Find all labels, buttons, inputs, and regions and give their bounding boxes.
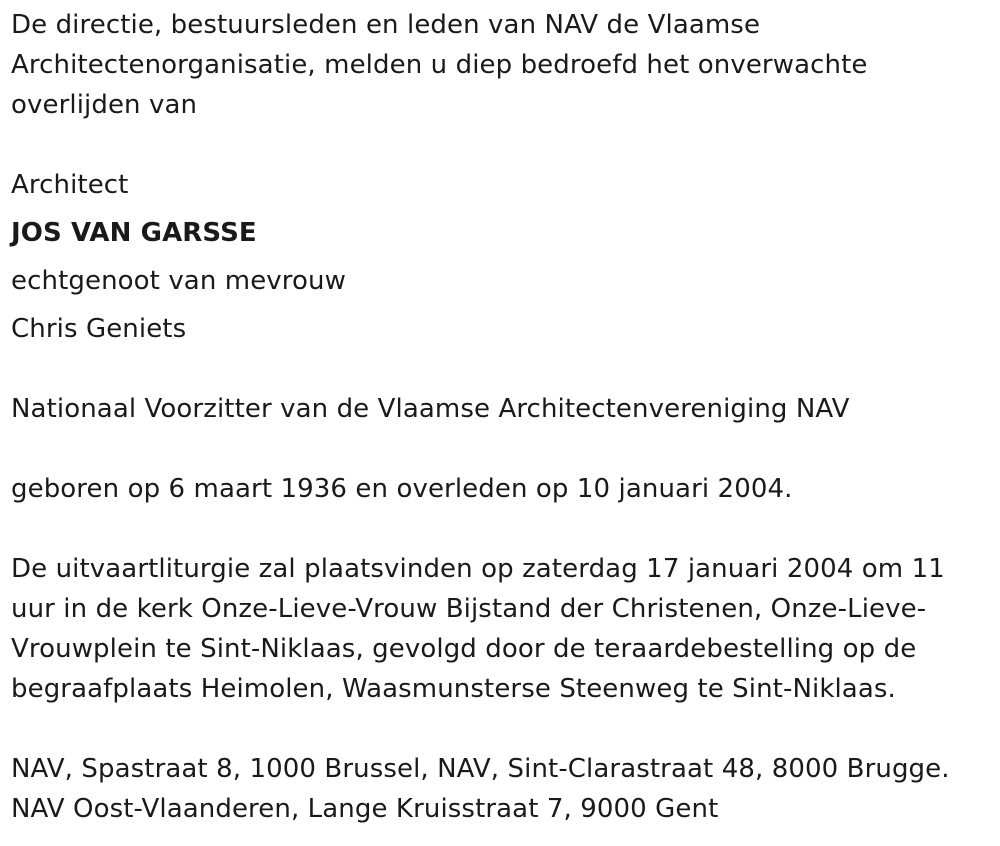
funeral-line-3: Vrouwplein te Sint-Niklaas, gevolgd door de teraardebestelling op de bbox=[11, 634, 917, 664]
address-line-2: NAV Oost-Vlaanderen, Lange Kruisstraat 7, 9000 Gent bbox=[11, 794, 719, 824]
deceased-name: JOS VAN GARSSE bbox=[11, 218, 257, 248]
role-line: Nationaal Voorzitter van de Vlaamse Architectenvereniging NAV bbox=[11, 394, 850, 424]
intro-line-2: Architectenorganisatie, melden u diep bedroefd het onverwachte bbox=[11, 50, 868, 80]
funeral-line-1: De uitvaartliturgie zal plaatsvinden op zaterdag 17 januari 2004 om 11 bbox=[11, 554, 945, 584]
address-line-1: NAV, Spastraat 8, 1000 Brussel, NAV, Sint-Clarastraat 48, 8000 Brugge. bbox=[11, 754, 950, 784]
funeral-line-2: uur in de kerk Onze-Lieve-Vrouw Bijstand der Christenen, Onze-Lieve- bbox=[11, 594, 927, 624]
dates-line: geboren op 6 maart 1936 en overleden op 10 januari 2004. bbox=[11, 474, 793, 504]
deceased-spouse: Chris Geniets bbox=[11, 314, 187, 344]
deceased-relation: echtgenoot van mevrouw bbox=[11, 266, 346, 296]
funeral-line-4: begraafplaats Heimolen, Waasmunsterse Steenweg te Sint-Niklaas. bbox=[11, 674, 896, 704]
deceased-title: Architect bbox=[11, 170, 129, 200]
intro-line-3: overlijden van bbox=[11, 90, 198, 120]
intro-line-1: De directie, bestuursleden en leden van NAV de Vlaamse bbox=[11, 10, 761, 40]
